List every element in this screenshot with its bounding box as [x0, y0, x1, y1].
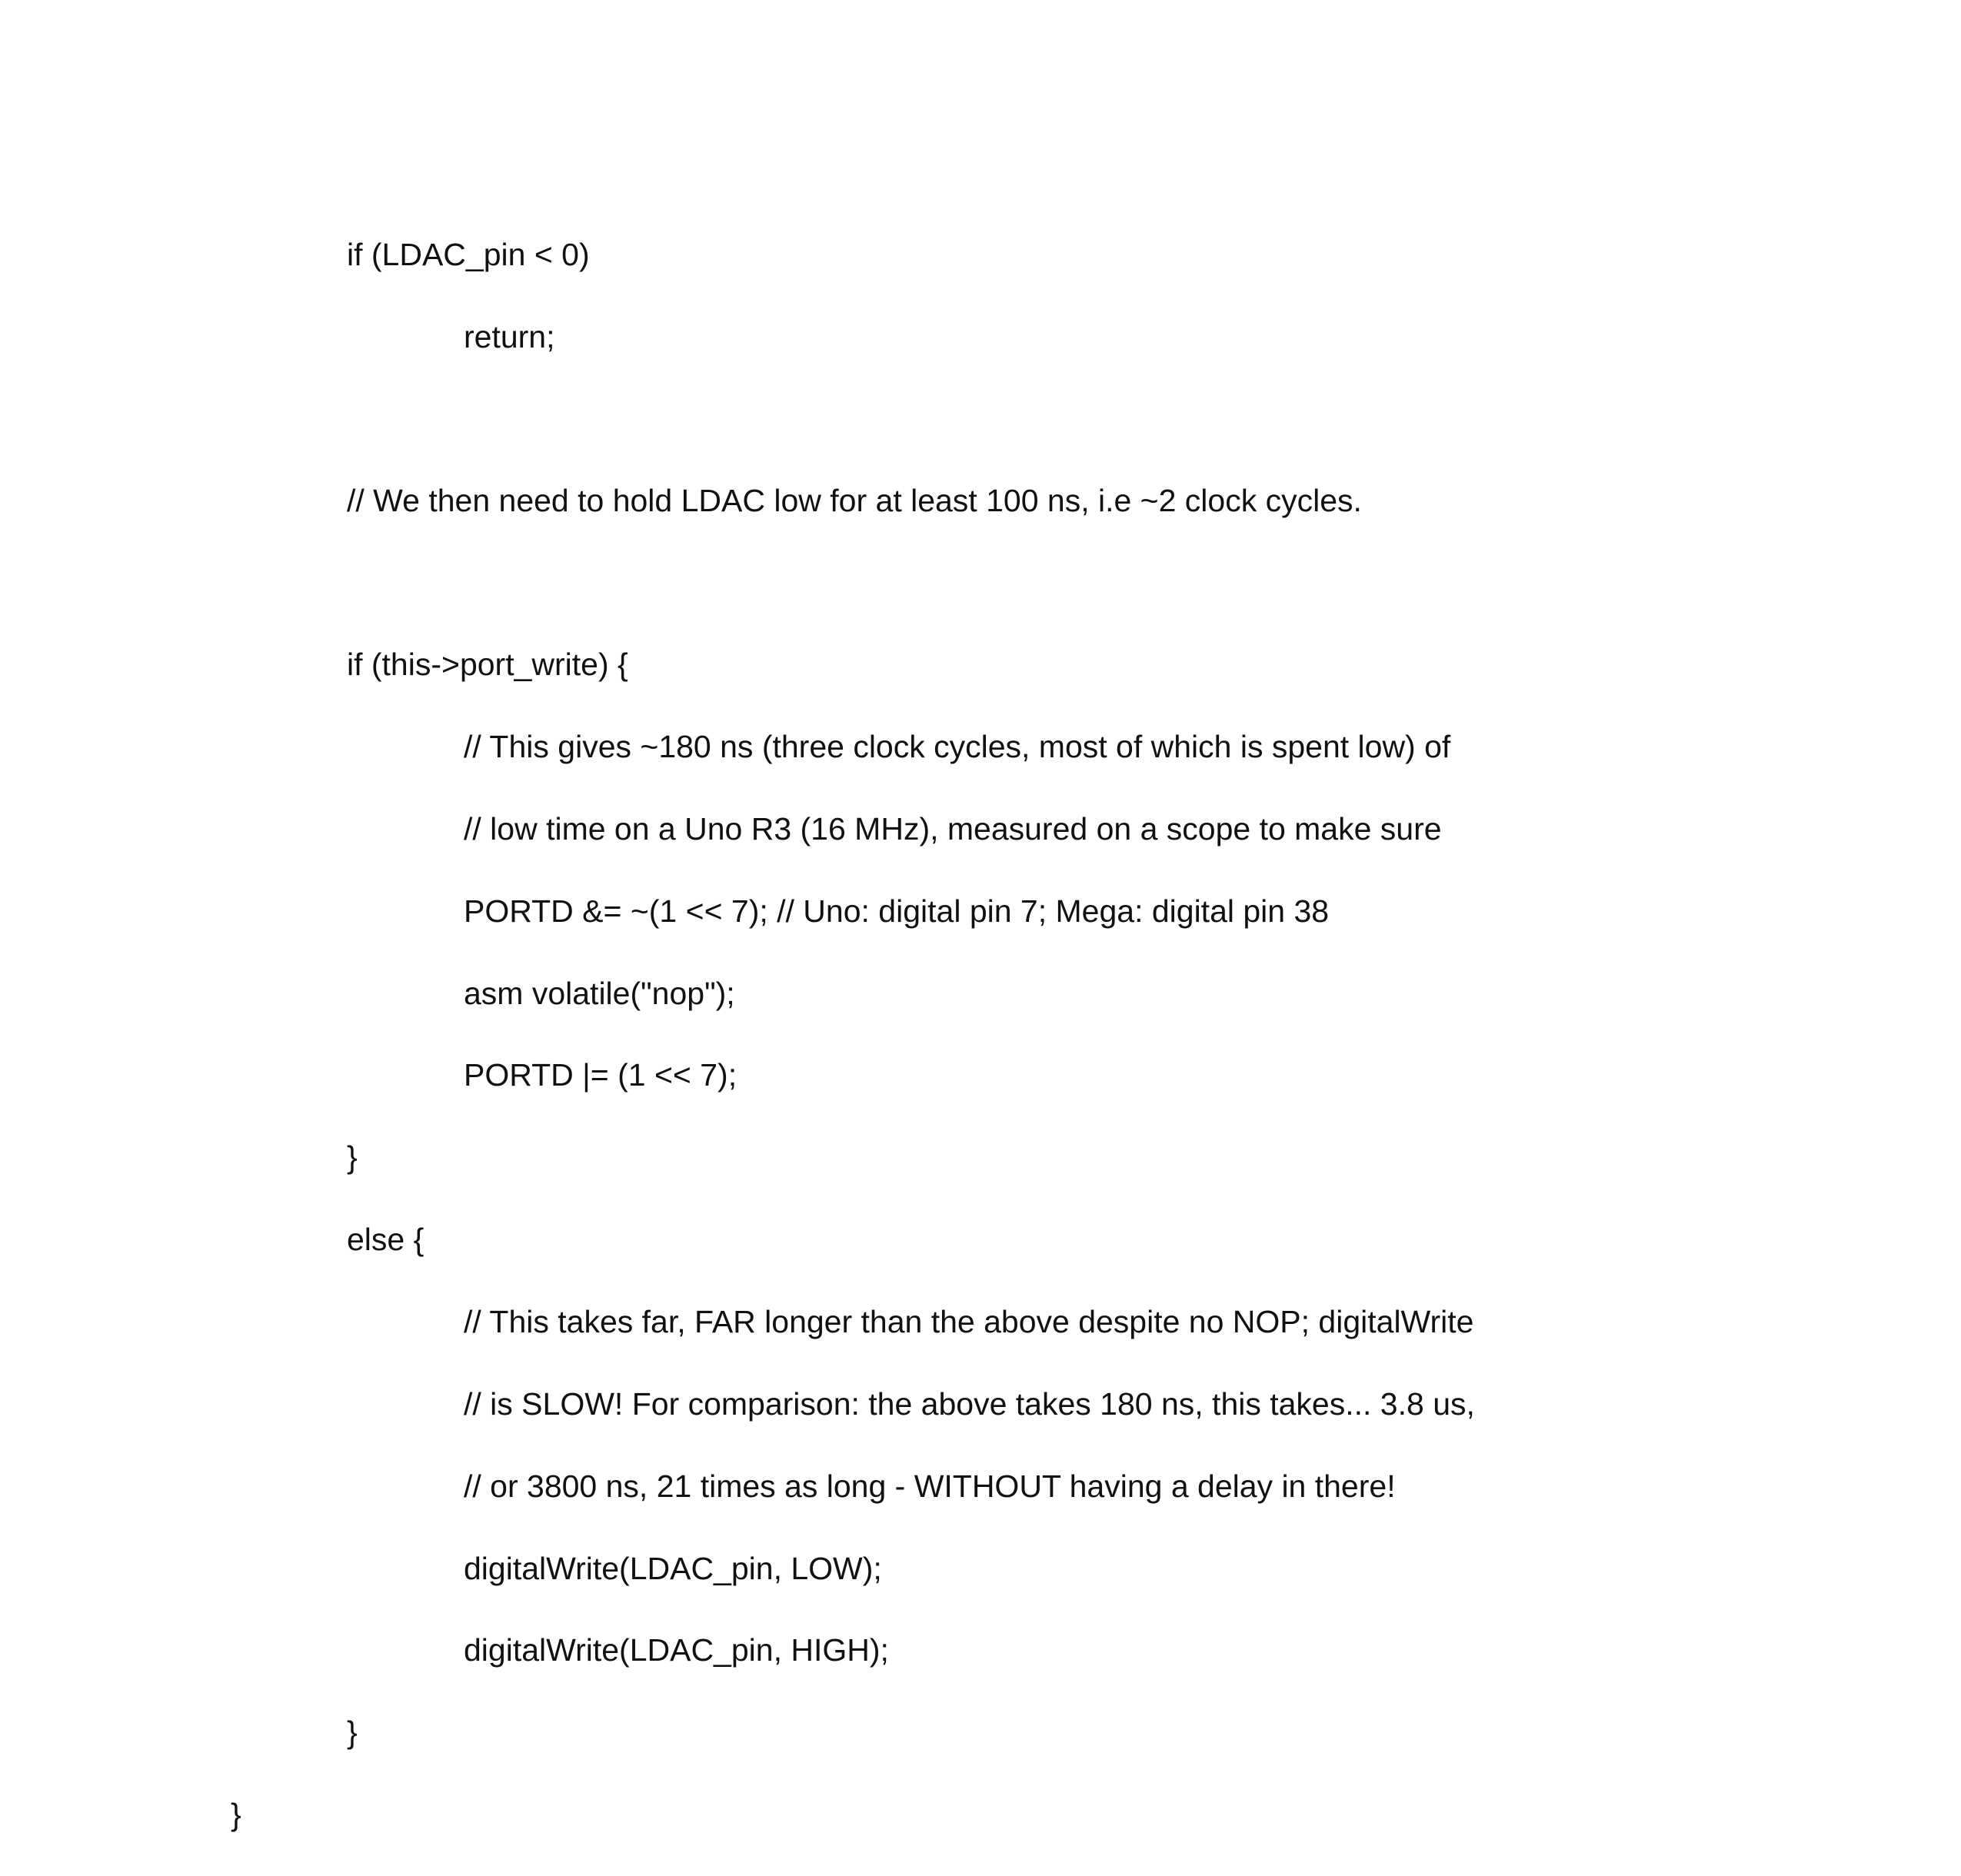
- comment-line: // We then need to hold LDAC low for at least 100 ns, i.e ~2 clock cycles.: [347, 483, 1362, 518]
- code-line: }: [231, 1797, 241, 1832]
- code-line: }: [347, 1139, 358, 1175]
- code-line: return;: [464, 319, 555, 354]
- code-line: PORTD &= ~(1 << 7); // Uno: digital pin 7; Mega: digital pin 38: [464, 893, 1330, 929]
- code-line: digitalWrite(LDAC_pin, LOW);: [464, 1551, 882, 1586]
- code-line: }: [347, 1715, 358, 1750]
- code-line: if (LDAC_pin < 0): [347, 237, 590, 272]
- comment-line: // low time on a Uno R3 (16 MHz), measured on a scope to make sure: [464, 811, 1442, 847]
- comment-line: // is SLOW! For comparison: the above takes 180 ns, this takes... 3.8 us,: [464, 1386, 1475, 1422]
- comment-line: // This takes far, FAR longer than the above despite no NOP; digitalWrite: [464, 1304, 1474, 1339]
- comment-line: // or 3800 ns, 21 times as long - WITHOUT having a delay in there!: [464, 1469, 1396, 1504]
- comment-line: // This gives ~180 ns (three clock cycles, most of which is spent low) of: [464, 729, 1451, 764]
- code-line: digitalWrite(LDAC_pin, HIGH);: [464, 1632, 889, 1668]
- code-line: if (this->port_write) {: [347, 647, 628, 682]
- code-line: else {: [347, 1222, 424, 1257]
- code-line: asm volatile("nop");: [464, 976, 735, 1011]
- code-line: PORTD |= (1 << 7);: [464, 1057, 737, 1093]
